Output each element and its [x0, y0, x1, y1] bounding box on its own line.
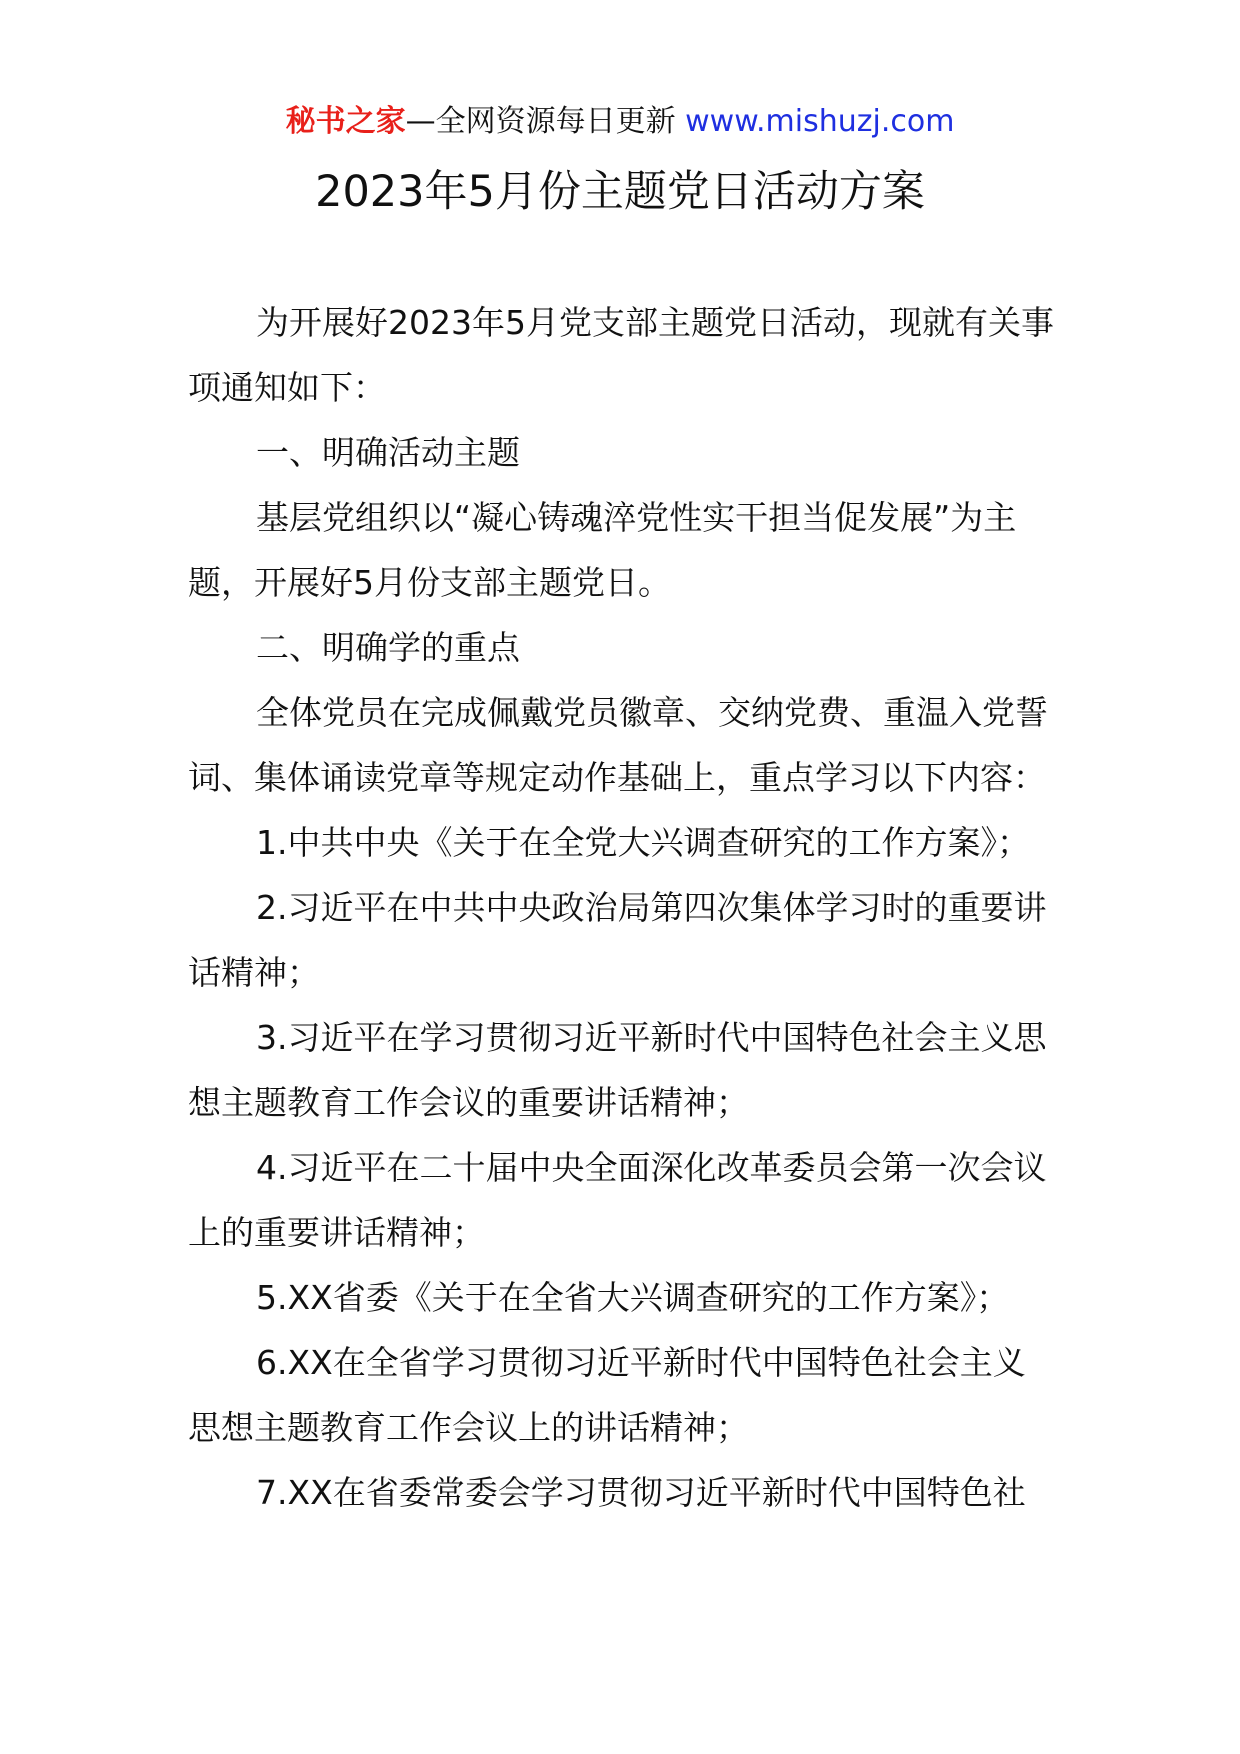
- brand-name: 秘书之家: [285, 104, 406, 139]
- list-item-5: 5.XX省委《关于在全省大兴调查研究的工作方案》；: [256, 1278, 1010, 1317]
- section-heading-1: 一、明确活动主题: [256, 433, 520, 472]
- document-body: [188, 290, 1058, 1525]
- paragraph-intro: 为开展好2023年5月党支部主题党日活动，现就有关事项通知如下：: [188, 303, 1054, 407]
- banner-tagline: —全网资源每日更新: [405, 104, 676, 139]
- paragraph-study-intro: 全体党员在完成佩戴党员徽章、交纳党费、重温入党誓词、集体诵读党章等规定动作基础上，重点学习以下内容：: [188, 693, 1048, 797]
- section-heading-2: 二、明确学的重点: [256, 628, 520, 667]
- list-item-6: 6.XX在全省学习贯彻习近平新时代中国特色社会主义思想主题教育工作会议上的讲话精神；: [188, 1343, 1026, 1447]
- list-item-1: 1.中共中央《关于在全党大兴调查研究的工作方案》；: [256, 823, 1030, 862]
- list-item-4: 4.习近平在二十届中央全面深化改革委员会第一次会议上的重要讲话精神；: [188, 1148, 1047, 1252]
- site-banner: [0, 100, 1240, 144]
- list-item-2: 2.习近平在中共中央政治局第四次集体学习时的重要讲话精神；: [188, 888, 1047, 992]
- paragraph-theme: 基层党组织以“凝心铸魂淬党性实干担当促发展”为主题，开展好5月份支部主题党日。: [188, 498, 1017, 602]
- list-item-7: 7.XX在省委常委会学习贯彻习近平新时代中国特色社: [256, 1473, 1026, 1512]
- document-title: 2023年5月份主题党日活动方案: [315, 167, 925, 217]
- site-url-link[interactable]: www.mishuzj.com: [685, 104, 955, 139]
- list-item-3: 3.习近平在学习贯彻习近平新时代中国特色社会主义思想主题教育工作会议的重要讲话精神；: [188, 1018, 1047, 1122]
